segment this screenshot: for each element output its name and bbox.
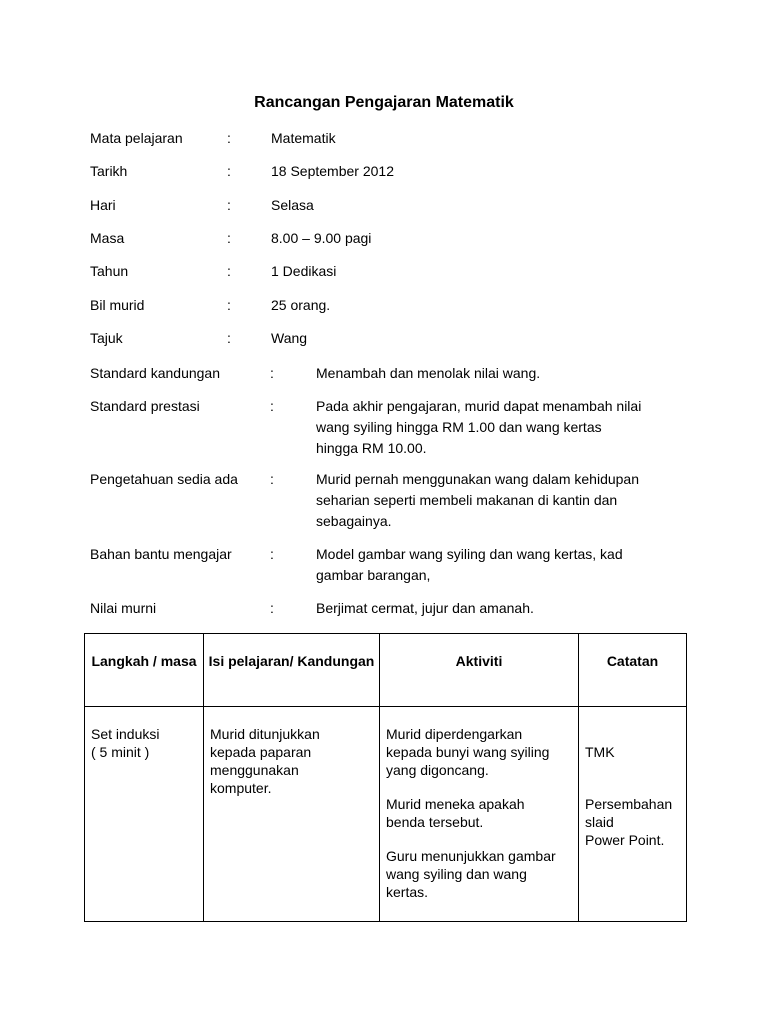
header-line: Aktiviti bbox=[455, 653, 503, 669]
header-line: Langkah / bbox=[91, 653, 157, 669]
field-colon: : bbox=[227, 230, 231, 246]
header-catatan bbox=[579, 634, 687, 707]
field-value bbox=[316, 469, 676, 532]
cell-line: slaid bbox=[585, 814, 614, 830]
field-label: Tahun bbox=[90, 263, 129, 279]
cell-line: ( 5 minit ) bbox=[91, 744, 150, 760]
field-label: Pengetahuan sedia ada bbox=[90, 471, 238, 487]
field-value: 25 orang. bbox=[271, 297, 331, 313]
cell-line: Power Point. bbox=[585, 832, 665, 848]
cell-line: kepada bunyi wang syiling bbox=[386, 744, 550, 760]
field-value bbox=[316, 544, 676, 586]
cell-line: Set induksi bbox=[91, 726, 160, 742]
header-line: masa bbox=[160, 653, 197, 669]
header-isi-pelajaran bbox=[204, 634, 380, 707]
field-label: Tajuk bbox=[90, 330, 123, 346]
field-colon: : bbox=[270, 546, 274, 562]
field-value: Matematik bbox=[271, 130, 336, 146]
field-label: Tarikh bbox=[90, 163, 128, 179]
cell-langkah bbox=[85, 707, 204, 922]
header-line: Catatan bbox=[606, 653, 659, 669]
cell-line: komputer. bbox=[210, 780, 272, 796]
field-value-line: gambar barangan, bbox=[316, 567, 431, 583]
page-title: Rancangan Pengajaran Matematik bbox=[254, 94, 514, 111]
field-value: 18 September 2012 bbox=[271, 163, 394, 179]
table-row bbox=[85, 707, 687, 922]
cell-line: TMK bbox=[585, 744, 615, 760]
cell-line: menggunakan bbox=[210, 762, 299, 778]
cell-line: Murid ditunjukkan bbox=[210, 726, 320, 742]
cell-line: kertas. bbox=[386, 884, 429, 900]
field-value-line: sebagainya. bbox=[316, 513, 392, 529]
field-value-line: Model gambar wang syiling dan wang kertas, kad bbox=[316, 546, 623, 562]
field-label: Hari bbox=[90, 197, 116, 213]
field-value-line: hingga RM 10.00. bbox=[316, 440, 427, 456]
aktiviti-paragraph bbox=[386, 725, 572, 779]
table-header-row bbox=[85, 634, 687, 707]
catatan-paragraph bbox=[585, 743, 680, 761]
cell-line: yang digoncang. bbox=[386, 762, 489, 778]
cell-line: benda tersebut. bbox=[386, 814, 484, 830]
field-colon: : bbox=[227, 330, 231, 346]
field-value-line: Pada akhir pengajaran, murid dapat menambah nilai bbox=[316, 398, 642, 414]
field-value: Wang bbox=[271, 330, 308, 346]
header-line: Kandungan bbox=[297, 653, 375, 669]
lesson-table bbox=[84, 633, 687, 922]
field-colon: : bbox=[227, 130, 231, 146]
field-value-line: seharian seperti membeli makanan di kantin dan bbox=[316, 492, 618, 508]
cell-catatan bbox=[579, 707, 687, 922]
field-value: Berjimat cermat, jujur dan amanah. bbox=[316, 600, 534, 616]
field-value-line: Murid pernah menggunakan wang dalam kehidupan bbox=[316, 471, 639, 487]
field-label: Mata pelajaran bbox=[90, 130, 183, 146]
cell-line: Persembahan bbox=[585, 796, 673, 812]
field-value: Selasa bbox=[271, 197, 314, 213]
header-aktiviti bbox=[380, 634, 579, 707]
field-label: Standard kandungan bbox=[90, 365, 220, 381]
field-label: Bahan bantu mengajar bbox=[90, 546, 232, 562]
field-colon: : bbox=[270, 365, 274, 381]
field-colon: : bbox=[270, 398, 274, 414]
cell-isi-pelajaran bbox=[204, 707, 380, 922]
field-value: 1 Dedikasi bbox=[271, 263, 337, 279]
cell-line: kepada paparan bbox=[210, 744, 312, 760]
field-value bbox=[316, 396, 676, 459]
field-colon: : bbox=[270, 600, 274, 616]
cell-aktiviti bbox=[380, 707, 579, 922]
field-label: Standard prestasi bbox=[90, 398, 200, 414]
field-colon: : bbox=[227, 297, 231, 313]
cell-line: Guru menunjukkan gambar bbox=[386, 848, 556, 864]
aktiviti-paragraph bbox=[386, 795, 572, 831]
cell-line: wang syiling dan wang bbox=[386, 866, 527, 882]
catatan-paragraph bbox=[585, 795, 680, 849]
field-value: 8.00 – 9.00 pagi bbox=[271, 230, 372, 246]
field-colon: : bbox=[227, 263, 231, 279]
field-label: Masa bbox=[90, 230, 125, 246]
header-line: Isi pelajaran/ bbox=[208, 653, 294, 669]
aktiviti-paragraph bbox=[386, 847, 572, 901]
field-colon: : bbox=[227, 163, 231, 179]
header-langkah bbox=[85, 634, 204, 707]
field-value: Menambah dan menolak nilai wang. bbox=[316, 365, 541, 381]
field-label: Bil murid bbox=[90, 297, 145, 313]
cell-line: Murid diperdengarkan bbox=[386, 726, 523, 742]
field-value-line: wang syiling hingga RM 1.00 dan wang kertas bbox=[316, 419, 602, 435]
field-colon: : bbox=[270, 471, 274, 487]
cell-line: Murid meneka apakah bbox=[386, 796, 525, 812]
field-colon: : bbox=[227, 197, 231, 213]
field-label: Nilai murni bbox=[90, 600, 157, 616]
